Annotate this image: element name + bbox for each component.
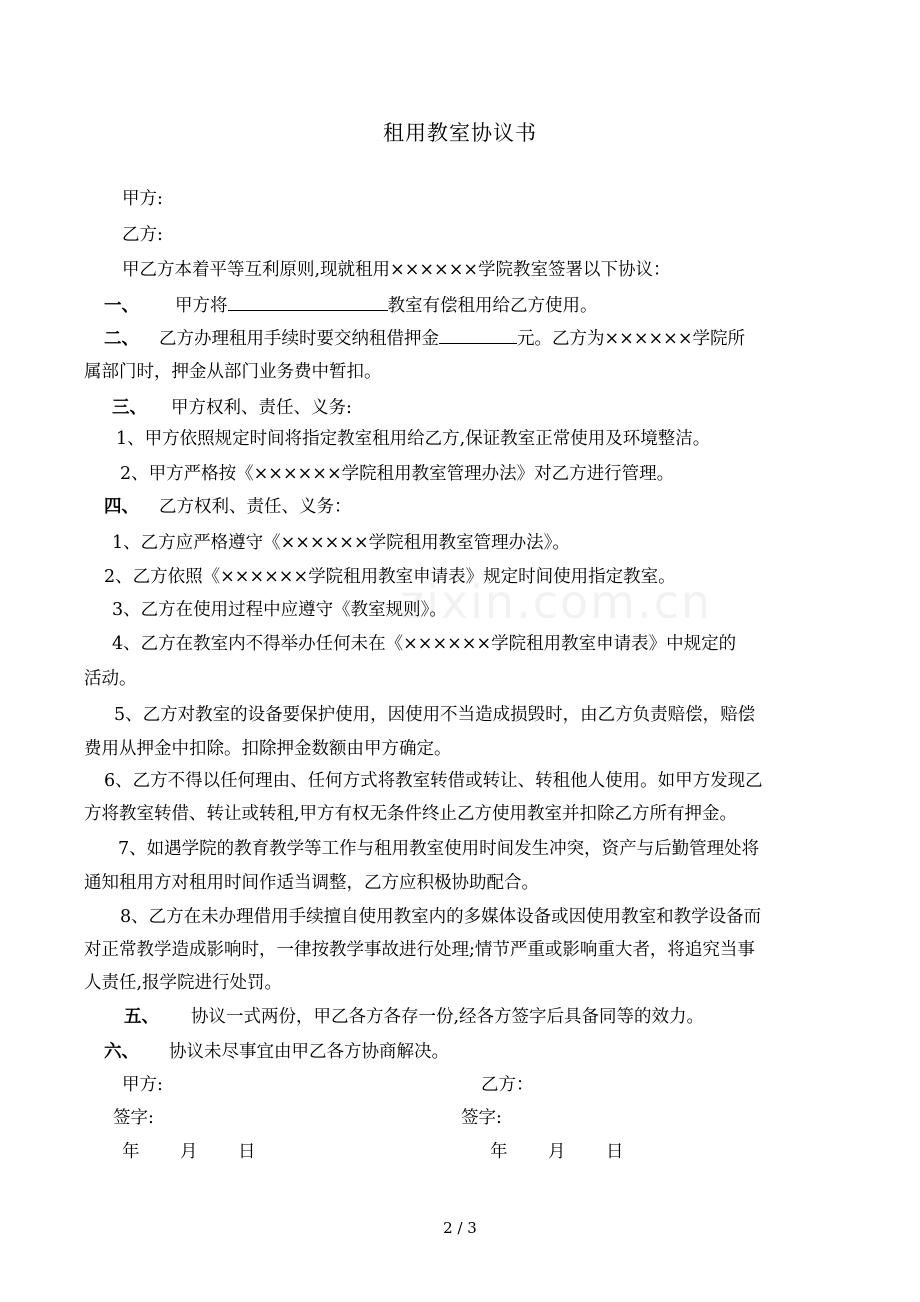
- section-3-heading: [112, 396, 352, 420]
- section-6: [104, 1040, 449, 1064]
- section-2-text-after: 元。乙方为××××××学院所: [517, 329, 745, 349]
- signature-party-b: 乙方：: [481, 1075, 534, 1095]
- section-2-number: 二、: [104, 329, 139, 349]
- section-2: [104, 325, 745, 351]
- section-4-item-4-line-2: 活动。: [84, 669, 137, 689]
- section-4-item-8-line-1: 8、乙方在未办理借用手续擅自使用教室内的多媒体设备或因使用教室和教学设备而: [120, 907, 762, 927]
- section-4-item-7-line-1: 7、如遇学院的教育教学等工作与租用教室使用时间发生冲突，资产与后勤管理处将: [118, 839, 760, 859]
- date-a-month: 月: [180, 1142, 198, 1162]
- signature-sign-a: 签字:: [113, 1108, 154, 1128]
- document-title: 租用教室协议书: [383, 121, 537, 145]
- section-4-item-1: 1、乙方应严格遵守《××××××学院租用教室管理办法》。: [112, 533, 570, 553]
- section-1-text-before: 甲方将: [175, 296, 228, 316]
- section-4-item-6-line-2: 方将教室转借、转让或转租,甲方有权无条件终止乙方使用教室并扣除乙方所有押金。: [84, 804, 738, 824]
- signature-party-a: 甲方:: [122, 1075, 163, 1095]
- section-4-item-6-line-1: 6、乙方不得以任何理由、任何方式将教室转借或转让、转租他人使用。如甲方发现乙: [104, 771, 763, 791]
- party-a-line: 甲方:: [122, 189, 163, 209]
- section-1-text-after: 教室有偿租用给乙方使用。: [387, 296, 598, 316]
- intro-paragraph: 甲乙方本着平等互利原则,现就租用××××××学院教室签署以下协议：: [122, 260, 671, 280]
- section-4-heading: [104, 495, 352, 519]
- section-5-number: 五、: [124, 1007, 159, 1027]
- section-4-heading-text: 乙方权利、责任、义务：: [159, 497, 352, 517]
- section-3-number: 三、: [112, 398, 147, 418]
- watermark: zixin.com.cn: [400, 575, 713, 629]
- section-4-item-5-line-1: 5、乙方对教室的设备要保护使用，因使用不当造成损毁时，由乙方负责赔偿，赔偿: [114, 705, 756, 725]
- page-number: 2 / 3: [443, 1219, 477, 1237]
- signature-sign-b: 签字:: [461, 1108, 502, 1128]
- section-4-item-5-line-2: 费用从押金中扣除。扣除押金数额由甲方确定。: [84, 739, 452, 759]
- section-4-item-8-line-3: 人责任,报学院进行处罚。: [84, 973, 283, 993]
- date-a-day: 日: [238, 1142, 256, 1162]
- section-6-text: 协议未尽事宜由甲乙各方协商解决。: [169, 1042, 449, 1062]
- section-1-number: 一、: [104, 296, 139, 316]
- party-b-line: 乙方:: [122, 225, 163, 245]
- section-4-item-2: 2、乙方依照《××××××学院租用教室申请表》规定时间使用指定教室。: [104, 567, 676, 587]
- section-4-item-7-line-2: 通知租用方对租用时间作适当调整，乙方应积极协助配合。: [84, 873, 539, 893]
- section-4-number: 四、: [104, 497, 139, 517]
- section-4-item-4-line-1: 4、乙方在教室内不得举办任何未在《××××××学院租用教室申请表》中规定的: [112, 634, 737, 654]
- section-2-line-2: 属部门时，押金从部门业务费中暂扣。: [84, 362, 382, 382]
- blank-deposit: [439, 325, 517, 344]
- section-4-item-8-line-2: 对正常教学造成影响时，一律按教学事故进行处理;情节严重或影响重大者，将追究当事: [84, 940, 755, 960]
- section-3-item-1: 1、甲方依照规定时间将指定教室租用给乙方,保证教室正常使用及环境整洁。: [116, 429, 711, 449]
- section-4-item-3: 3、乙方在使用过程中应遵守《教室规则》。: [112, 600, 447, 620]
- section-5: [124, 1005, 704, 1029]
- section-1: [104, 292, 598, 318]
- section-6-number: 六、: [104, 1042, 139, 1062]
- section-2-text-before: 乙方办理租用手续时要交纳租借押金: [159, 329, 439, 349]
- date-a-year: 年: [122, 1142, 140, 1162]
- date-b-year: 年: [490, 1142, 508, 1162]
- date-b-day: 日: [606, 1142, 624, 1162]
- section-3-heading-text: 甲方权利、责任、义务:: [171, 398, 352, 418]
- date-b-month: 月: [548, 1142, 566, 1162]
- blank-classroom: [228, 292, 388, 311]
- section-5-text: 协议一式两份，甲乙各方各存一份,经各方签字后具备同等的效力。: [191, 1007, 705, 1027]
- section-3-item-2: 2、甲方严格按《××××××学院租用教室管理办法》对乙方进行管理。: [120, 464, 675, 484]
